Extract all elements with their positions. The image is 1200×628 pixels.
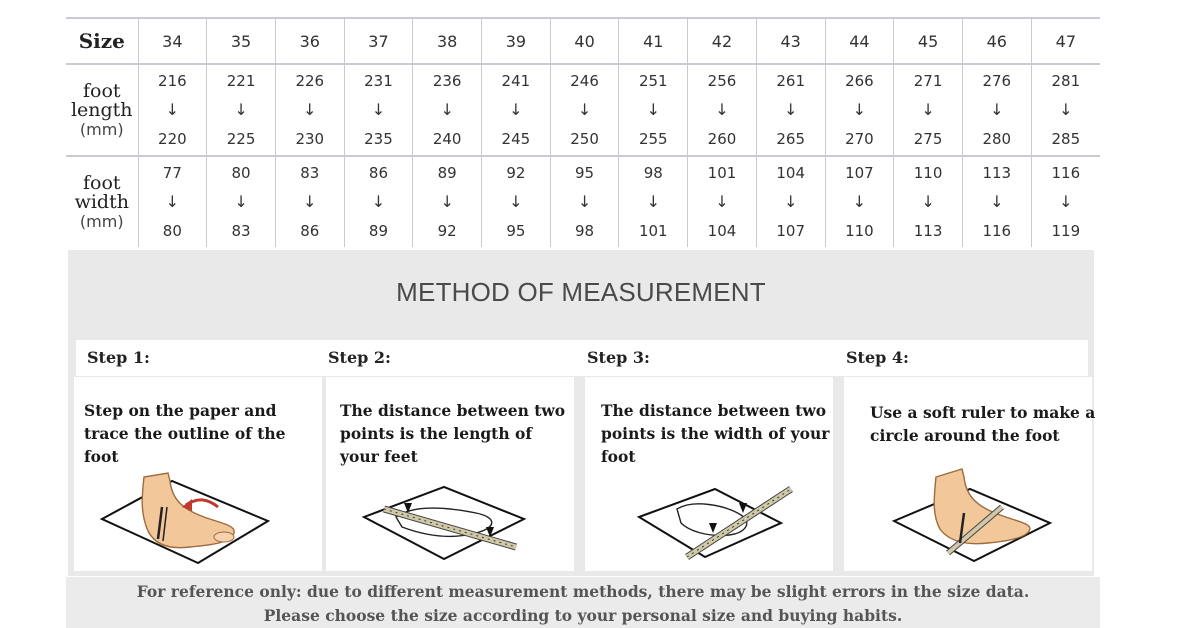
foot-width-min: 77 — [162, 164, 182, 182]
foot-width-min: 83 — [300, 164, 320, 182]
foot-width-cell — [894, 156, 963, 247]
size-cell — [207, 18, 276, 64]
foot-length-min: 266 — [845, 72, 874, 90]
disclaimer-footnote — [66, 577, 1100, 628]
foot-length-min: 216 — [158, 72, 187, 90]
down-arrow-icon: ↓ — [783, 192, 798, 211]
footnote-line-2: Please choose the size according to your personal size and buying habits. — [263, 606, 903, 625]
foot-width-cell — [825, 156, 894, 247]
soft-ruler-foot-icon — [844, 377, 1092, 571]
size-value: 36 — [299, 31, 320, 51]
size-cell — [275, 18, 344, 64]
down-arrow-icon: ↓ — [303, 100, 317, 119]
down-arrow-icon: ↓ — [990, 100, 1004, 119]
foot-width-label-line1: foot — [82, 171, 121, 194]
foot-width-cell — [413, 156, 482, 247]
foot-width-max: 86 — [300, 222, 320, 240]
down-arrow-icon: ↓ — [234, 100, 248, 119]
down-arrow-icon: ↓ — [715, 100, 729, 119]
down-arrow-icon: ↓ — [440, 100, 454, 119]
foot-length-min: 261 — [776, 72, 805, 90]
size-label-cell — [66, 18, 138, 64]
size-cell — [413, 18, 482, 64]
down-arrow-icon: ↓ — [852, 100, 867, 119]
step-1-card — [74, 377, 322, 571]
foot-trace-icon — [74, 377, 322, 571]
size-value: 34 — [162, 31, 183, 51]
size-chart-table — [66, 17, 1100, 247]
step-2-text: The distance between two points is the length of your feet — [340, 401, 566, 466]
down-arrow-icon: ↓ — [1059, 100, 1073, 119]
down-arrow-icon: ↓ — [646, 192, 660, 211]
foot-length-max: 275 — [913, 130, 943, 148]
down-arrow-icon: ↓ — [783, 100, 798, 119]
foot-width-label-cell — [66, 156, 138, 247]
size-value: 42 — [711, 31, 733, 51]
foot-width-max: 92 — [437, 222, 457, 240]
foot-width-cell — [138, 156, 207, 247]
foot-length-cell — [688, 64, 757, 156]
foot-width-max: 98 — [575, 222, 595, 240]
down-arrow-icon: ↓ — [509, 100, 523, 119]
down-arrow-icon: ↓ — [715, 192, 729, 211]
foot-width-max: 119 — [1051, 222, 1081, 240]
foot-length-min: 226 — [295, 72, 325, 90]
down-arrow-icon: ↓ — [234, 192, 248, 211]
size-value: 39 — [505, 31, 527, 51]
size-value: 44 — [849, 31, 870, 51]
size-cell — [550, 18, 619, 64]
step-4-label: Step 4: — [846, 348, 909, 367]
foot-length-row — [66, 64, 1100, 156]
down-arrow-icon: ↓ — [165, 100, 180, 119]
step-3-label: Step 3: — [587, 348, 650, 367]
size-cell — [619, 18, 688, 64]
size-value: 41 — [643, 31, 664, 51]
down-arrow-icon: ↓ — [440, 192, 454, 211]
foot-width-cell — [550, 156, 619, 247]
down-arrow-icon: ↓ — [852, 192, 867, 211]
size-value: 43 — [780, 31, 801, 51]
size-cell — [962, 18, 1031, 64]
method-title: METHOD OF MEASUREMENT — [396, 277, 766, 307]
size-value: 37 — [368, 31, 389, 51]
foot-width-max: 83 — [231, 222, 251, 240]
foot-length-min: 251 — [638, 72, 668, 90]
foot-width-max: 89 — [368, 222, 388, 240]
foot-length-cell — [207, 64, 276, 156]
size-cell — [1031, 18, 1100, 64]
foot-length-max: 235 — [364, 130, 393, 148]
down-arrow-icon: ↓ — [165, 192, 180, 211]
foot-length-cell — [344, 64, 413, 156]
step-1-label: Step 1: — [87, 348, 150, 367]
step-4-text: Use a soft ruler to make a circle around the foot — [870, 403, 1096, 445]
foot-length-cell — [138, 64, 207, 156]
foot-length-max: 220 — [158, 130, 187, 148]
foot-width-min: 92 — [506, 164, 526, 182]
step-3-text: The distance between two points is the width of your foot — [601, 401, 830, 466]
down-arrow-icon: ↓ — [577, 100, 592, 119]
foot-width-cell — [756, 156, 825, 247]
size-value: 46 — [986, 31, 1007, 51]
foot-width-max: 113 — [913, 222, 943, 240]
down-arrow-icon: ↓ — [371, 192, 386, 211]
foot-length-cell — [894, 64, 963, 156]
foot-length-max: 225 — [226, 130, 256, 148]
foot-width-min: 95 — [575, 164, 595, 182]
step-4-card — [844, 377, 1096, 571]
down-arrow-icon: ↓ — [921, 100, 935, 119]
foot-width-min: 116 — [1051, 164, 1081, 182]
foot-length-min: 246 — [570, 72, 599, 90]
foot-width-max: 80 — [162, 222, 182, 240]
size-cell — [894, 18, 963, 64]
foot-width-max: 107 — [776, 222, 805, 240]
foot-width-max: 104 — [707, 222, 737, 240]
measurement-method-panel — [68, 250, 1094, 576]
size-value: 47 — [1055, 31, 1076, 51]
foot-width-min: 107 — [845, 164, 874, 182]
foot-length-cell — [482, 64, 551, 156]
foot-length-max: 260 — [707, 130, 737, 148]
foot-length-max: 250 — [570, 130, 599, 148]
size-label: Size — [78, 29, 125, 53]
foot-length-ruler-icon — [326, 377, 574, 571]
step-2-card — [326, 377, 574, 571]
foot-width-min: 98 — [643, 164, 663, 182]
foot-width-unit: (mm) — [79, 211, 124, 231]
foot-length-min: 221 — [226, 72, 256, 90]
foot-length-min: 271 — [913, 72, 943, 90]
down-arrow-icon: ↓ — [990, 192, 1004, 211]
size-header-row — [66, 18, 1100, 64]
foot-length-min: 256 — [707, 72, 737, 90]
foot-length-cell — [550, 64, 619, 156]
foot-width-cell — [275, 156, 344, 247]
foot-length-cell — [413, 64, 482, 156]
down-arrow-icon: ↓ — [371, 100, 386, 119]
foot-width-max: 110 — [845, 222, 874, 240]
size-cell — [482, 18, 551, 64]
foot-length-max: 240 — [432, 130, 462, 148]
step-2-label: Step 2: — [328, 348, 391, 367]
footnote-line-1: For reference only: due to different measurement methods, there may be slight errors in the size data. — [136, 582, 1030, 601]
foot-length-min: 281 — [1051, 72, 1081, 90]
size-value: 38 — [436, 31, 458, 51]
foot-length-unit: (mm) — [79, 119, 124, 139]
foot-width-cell — [207, 156, 276, 247]
down-arrow-icon: ↓ — [646, 100, 660, 119]
size-value: 35 — [230, 31, 252, 51]
size-value: 45 — [917, 31, 939, 51]
foot-width-cell — [962, 156, 1031, 247]
foot-length-cell — [756, 64, 825, 156]
step-1-text: Step on the paper and trace the outline of the foot — [84, 401, 286, 466]
step-3-card — [585, 377, 833, 571]
down-arrow-icon: ↓ — [1059, 192, 1073, 211]
foot-width-row — [66, 156, 1100, 247]
foot-width-min: 110 — [913, 164, 943, 182]
foot-width-max: 95 — [506, 222, 526, 240]
foot-length-max: 265 — [776, 130, 805, 148]
size-cell — [825, 18, 894, 64]
foot-width-max: 116 — [982, 222, 1012, 240]
foot-width-cell — [482, 156, 551, 247]
foot-length-cell — [825, 64, 894, 156]
foot-width-min: 80 — [231, 164, 251, 182]
foot-width-cell — [688, 156, 757, 247]
foot-width-min: 89 — [437, 164, 457, 182]
step-label-bar — [76, 340, 1088, 376]
foot-width-min: 101 — [707, 164, 737, 182]
size-value: 40 — [574, 31, 595, 51]
foot-length-min: 241 — [501, 72, 531, 90]
down-arrow-icon: ↓ — [577, 192, 592, 211]
down-arrow-icon: ↓ — [303, 192, 317, 211]
foot-length-cell — [275, 64, 344, 156]
foot-length-cell — [1031, 64, 1100, 156]
size-cell — [756, 18, 825, 64]
down-arrow-icon: ↓ — [921, 192, 935, 211]
foot-width-max: 101 — [638, 222, 668, 240]
foot-length-max: 245 — [501, 130, 531, 148]
foot-length-max: 280 — [982, 130, 1012, 148]
foot-length-max: 230 — [295, 130, 325, 148]
foot-length-min: 276 — [982, 72, 1012, 90]
foot-length-max: 270 — [845, 130, 874, 148]
foot-width-ruler-icon — [585, 377, 833, 571]
foot-width-min: 86 — [368, 164, 388, 182]
size-cell — [344, 18, 413, 64]
size-cell — [138, 18, 207, 64]
foot-length-min: 236 — [432, 72, 462, 90]
foot-width-cell — [619, 156, 688, 247]
foot-length-max: 285 — [1051, 130, 1081, 148]
foot-width-min: 104 — [776, 164, 805, 182]
foot-width-cell — [344, 156, 413, 247]
size-cell — [688, 18, 757, 64]
foot-width-cell — [1031, 156, 1100, 247]
down-arrow-icon: ↓ — [509, 192, 523, 211]
foot-length-label-cell — [66, 64, 138, 156]
foot-length-max: 255 — [638, 130, 668, 148]
foot-width-min: 113 — [982, 164, 1012, 182]
foot-length-min: 231 — [364, 72, 393, 90]
foot-width-label-line2: width — [74, 190, 129, 213]
foot-length-label-line1: foot — [82, 79, 121, 102]
foot-length-cell — [619, 64, 688, 156]
foot-length-label-line2: length — [70, 98, 133, 121]
foot-length-cell — [962, 64, 1031, 156]
